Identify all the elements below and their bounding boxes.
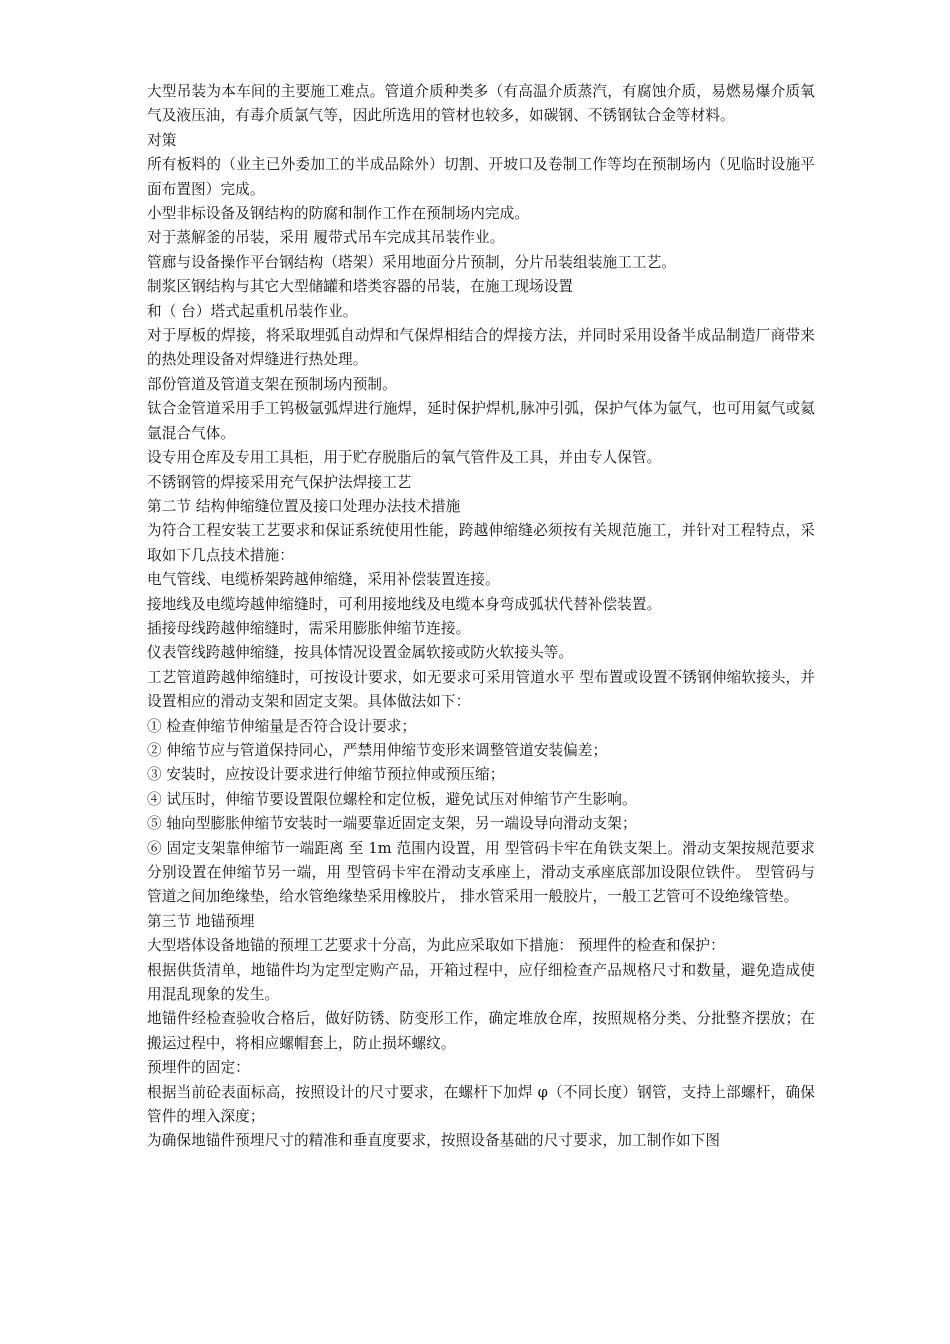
paragraph: 接地线及电缆垮越伸缩缝时，可利用接地线及电缆本身弯成弧状代替补偿装置。 bbox=[147, 595, 662, 613]
document-page bbox=[147, 80, 815, 1154]
paragraph: 为符合工程安装工艺要求和保证系统使用性能，跨越伸缩缝必须按有关规范施工，并针对工程特点，采取如下几点技术措施： bbox=[147, 522, 815, 564]
paragraph: 设专用仓库及专用工具柜，用于贮存脱脂后的氧气管件及工具，并由专人保管。 bbox=[147, 449, 662, 467]
paragraph: 管廊与设备操作平台钢结构（塔架）采用地面分片预制，分片吊装组装施工工艺。 bbox=[147, 253, 676, 271]
paragraph: 电气管线、电缆桥架跨越伸缩缝，采用补偿装置连接。 bbox=[147, 571, 500, 589]
paragraph: 制浆区钢结构与其它大型储罐和塔类容器的吊装，在施工现场设置 bbox=[147, 278, 574, 296]
list-item-1: ① 检查伸缩节伸缩量是否符合设计要求； bbox=[147, 717, 417, 735]
paragraph: 仪表管线跨越伸缩缝，按具体情况设置金属软接或防火软接头等。 bbox=[147, 644, 574, 662]
paragraph: 所有板料的（业主已外委加工的半成品除外）切割、开坡口及卷制工作等均在预制场内（见临时设施平面布置图）完成。 bbox=[147, 156, 815, 198]
paragraph: 为确保地锚件预埋尺寸的精准和垂直度要求，按照设备基础的尺寸要求，加工制作如下图 bbox=[147, 1132, 721, 1150]
paragraph: 根据供货清单，地锚件均为定型定购产品，开箱过程中，应仔细检查产品规格尺寸和数量，避免造成使用混乱现象的发生。 bbox=[147, 961, 815, 1004]
paragraph: 和（ 台）塔式起重机吊装作业。 bbox=[147, 302, 358, 320]
section-heading-3: 第三节 地锚预埋 bbox=[147, 912, 255, 930]
paragraph-intro: 大型吊装为本车间的主要施工难点。管道介质种类多（有高温介质蒸汽，有腐蚀介质，易燃易爆介质氧气及液压油，有毒介质氯气等，因此所选用的管材也较多，如碳钢、不锈钢钛合金等材料。 bbox=[147, 83, 815, 125]
paragraph: 钛合金管道采用手工钨极氩弧焊进行施焊，延时保护焊机,脉冲引弧，保护气体为氩气，也可用氦气或氦氩混合气体。 bbox=[147, 400, 815, 442]
list-item-3: ③ 安装时，应按设计要求进行伸缩节预拉伸或预压缩； bbox=[147, 766, 505, 784]
list-item-2: ② 伸缩节应与管道保持同心，严禁用伸缩节变形来调整管道安装偏差； bbox=[147, 741, 608, 759]
paragraph: 部份管道及管道支架在预制场内预制。 bbox=[147, 375, 397, 393]
paragraph: 预埋件的固定： bbox=[147, 1059, 250, 1077]
heading-countermeasures: 对策 bbox=[147, 131, 177, 149]
paragraph: 对于蒸解釜的吊装，采用 履带式吊车完成其吊装作业。 bbox=[147, 229, 505, 247]
paragraph: 根据当前砼表面标高，按照设计的尺寸要求，在螺杆下加焊 φ（不同长度）钢管，支持上部螺杆，确保管件的埋入深度； bbox=[147, 1083, 815, 1126]
paragraph: 不锈钢管的焊接采用充气保护法焊接工艺 bbox=[147, 473, 412, 491]
paragraph: 对于厚板的焊接，将采取埋弧自动焊和气保焊相结合的焊接方法，并同时采用设备半成品制造厂商带来的热处理设备对焊缝进行热处理。 bbox=[147, 327, 815, 369]
paragraph: 插接母线跨越伸缩缝时，需采用膨胀伸缩节连接。 bbox=[147, 619, 471, 637]
list-item-6: ⑥ 固定支架靠伸缩节一端距离 至 1m 范围内设置，用 型管码卡牢在角铁支架上。滑动支架按规范要求分别设置在伸缩节另一端，用 型管码卡牢在滑动支承座上，滑动支承座底部加设限位铁件。 型管码与管道之间加绝缘垫，给水管绝缘垫采用橡胶片， 排水管采用一般胶片，一般工艺管可不设绝缘管垫。 bbox=[147, 839, 815, 906]
section-heading-2: 第二节 结构伸缩缝位置及接口处理办法技术措施 bbox=[147, 497, 461, 515]
paragraph: 大型塔体设备地锚的预埋工艺要求十分高，为此应采取如下措施： 预埋件的检查和保护： bbox=[147, 937, 725, 955]
list-item-4: ④ 试压时，伸缩节要设置限位螺栓和定位板，避免试压对伸缩节产生影响。 bbox=[147, 790, 637, 808]
paragraph: 地锚件经检查验收合格后，做好防锈、防变形工作，确定堆放仓库，按照规格分类、分批整齐摆放；在搬运过程中，将相应螺帽套上，防止损坏螺纹。 bbox=[147, 1010, 815, 1052]
paragraph: 小型非标设备及钢结构的防腐和制作工作在预制场内完成。 bbox=[147, 205, 530, 223]
list-item-5: ⑤ 轴向型膨胀伸缩节安装时一端要靠近固定支架，另一端设导向滑动支架； bbox=[147, 815, 637, 833]
paragraph: 工艺管道跨越伸缩缝时，可按设计要求，如无要求可采用管道水平 型布置或设置不锈钢伸缩软接头，并设置相应的滑动支架和固定支架。具体做法如下： bbox=[147, 668, 815, 711]
